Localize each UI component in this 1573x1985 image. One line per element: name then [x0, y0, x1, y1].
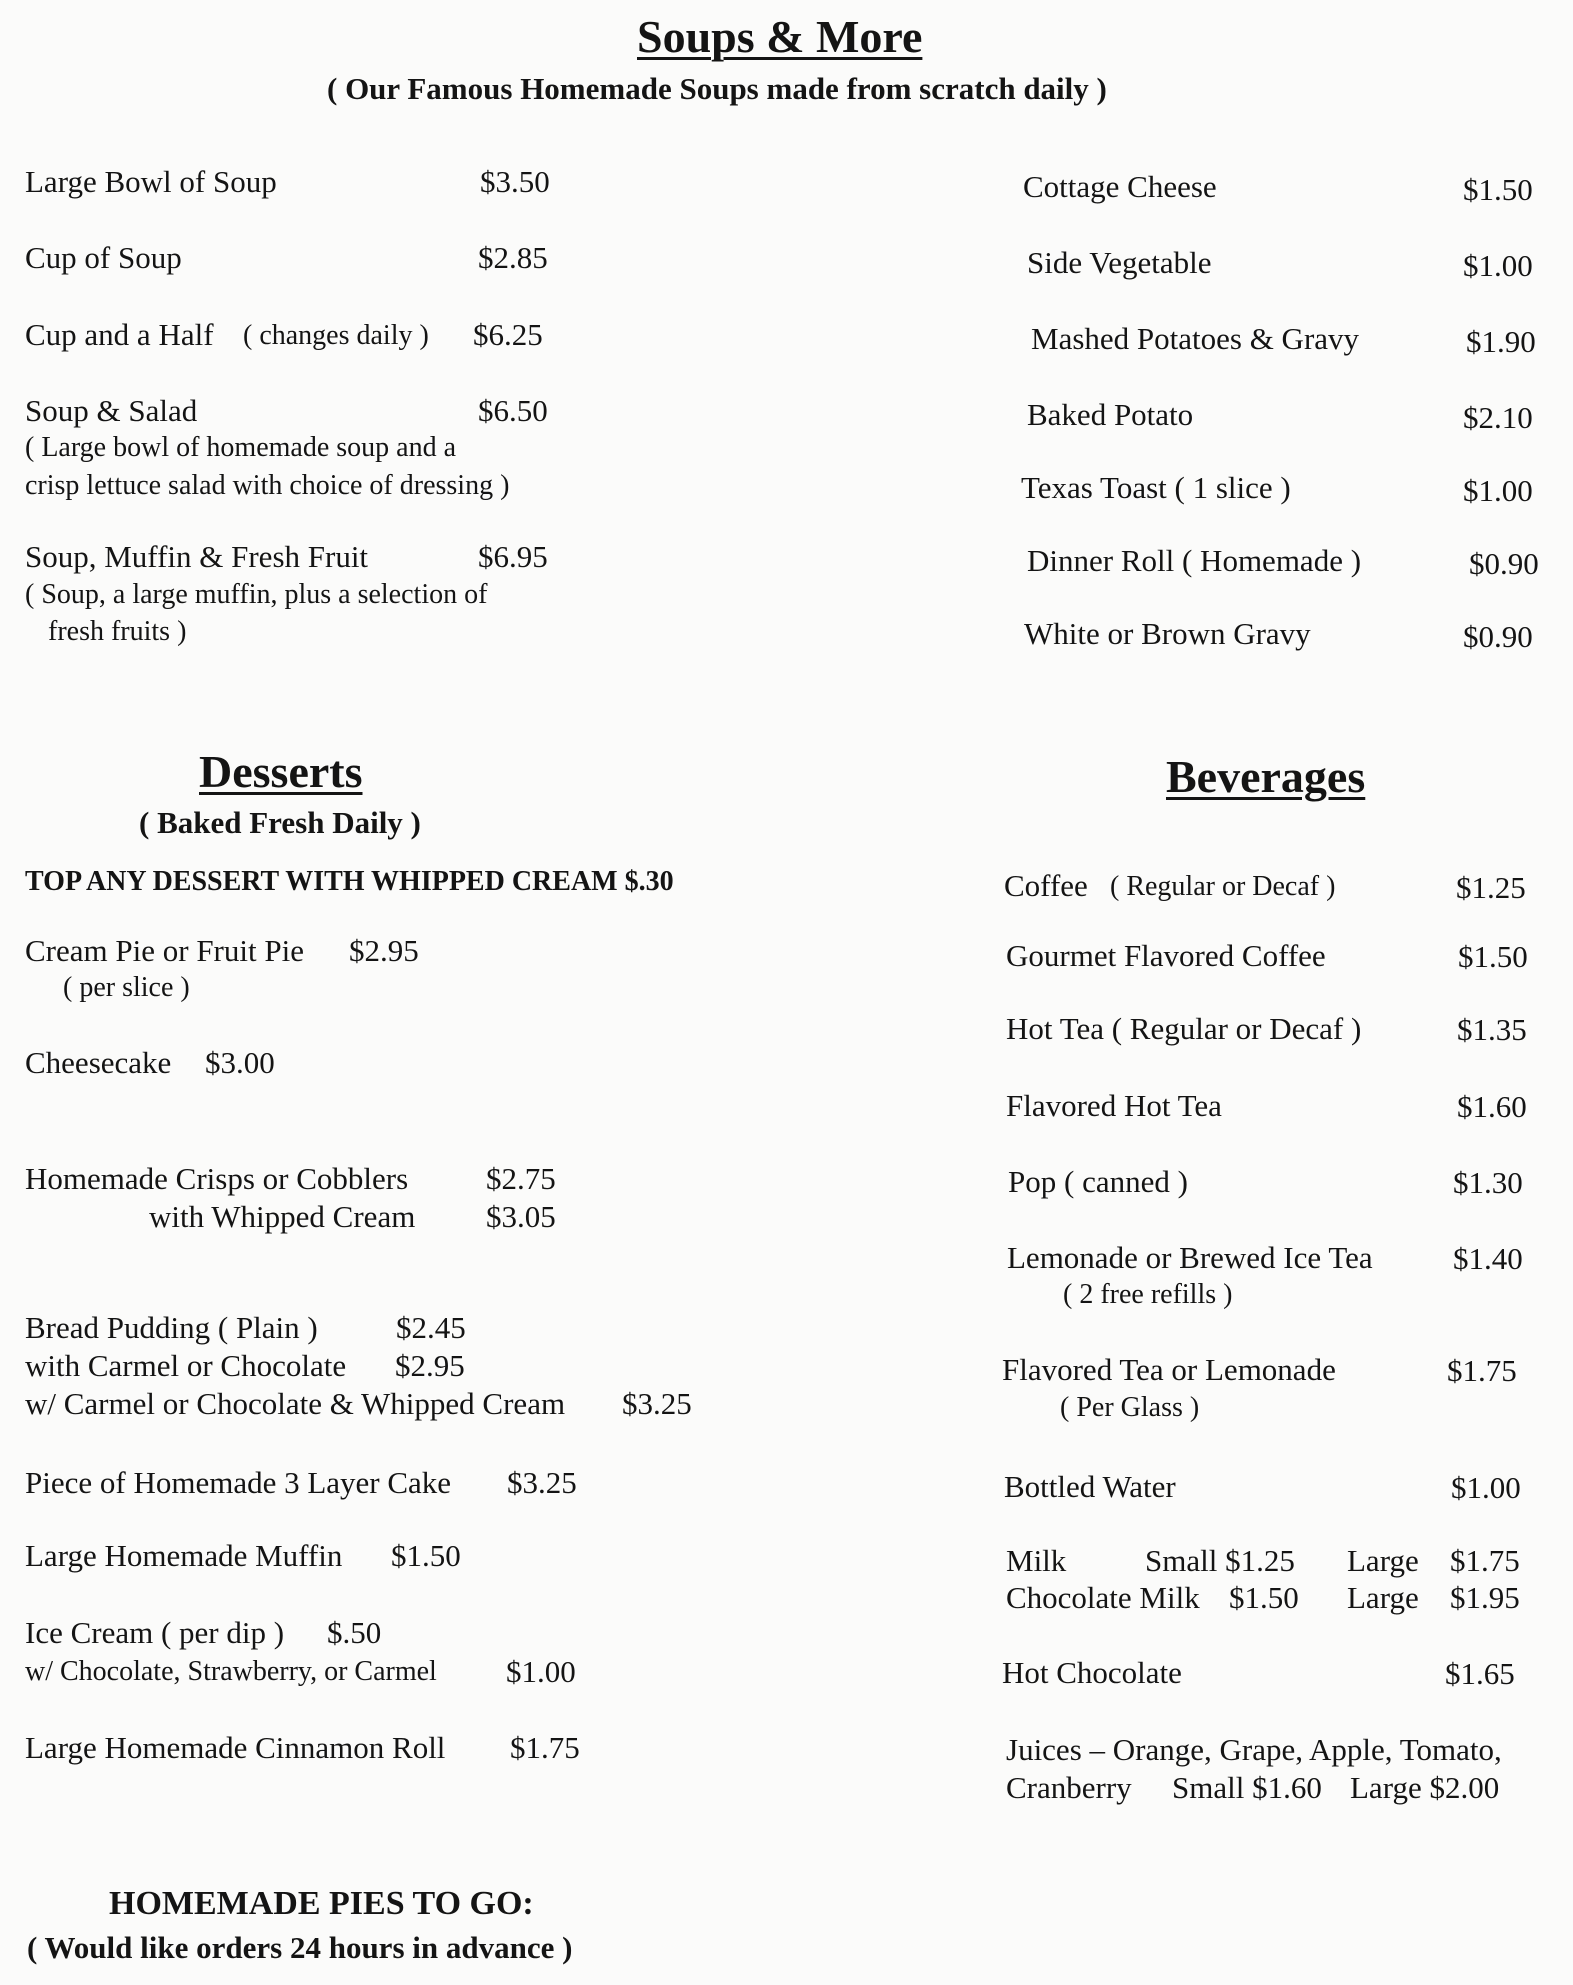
- bread-pudding-whipped-price: $3.25: [622, 1386, 692, 1421]
- hot-chocolate-name: Hot Chocolate: [1002, 1655, 1182, 1690]
- beverages-title: Beverages: [1166, 751, 1366, 802]
- soup-salad-price: $6.50: [478, 393, 548, 428]
- toast-name: Texas Toast ( 1 slice ): [1021, 470, 1291, 505]
- muffin-price: $1.50: [391, 1538, 461, 1573]
- pie-note: ( per slice ): [63, 972, 190, 1003]
- large-bowl-name: Large Bowl of Soup: [25, 164, 277, 199]
- cheesecake-name: Cheesecake: [25, 1045, 172, 1080]
- soup-salad-desc-1: ( Large bowl of homemade soup and a: [25, 432, 457, 463]
- hot-chocolate-price: $1.65: [1445, 1656, 1515, 1691]
- lemonade-name: Lemonade or Brewed Ice Tea: [1007, 1240, 1373, 1275]
- desserts-title: Desserts: [199, 746, 363, 797]
- flavored-lemonade-price: $1.75: [1447, 1353, 1517, 1388]
- bread-pudding-sauce-price: $2.95: [395, 1348, 465, 1383]
- cottage-price: $1.50: [1463, 172, 1533, 207]
- crisps-name: Homemade Crisps or Cobblers: [25, 1161, 409, 1196]
- cheesecake-price: $3.00: [205, 1045, 275, 1080]
- vegetable-price: $1.00: [1463, 248, 1533, 283]
- ice-cream-topping-name: w/ Chocolate, Strawberry, or Carmel: [25, 1656, 437, 1687]
- mashed-price: $1.90: [1466, 324, 1536, 359]
- chocolate-milk-name: Chocolate Milk: [1006, 1580, 1200, 1615]
- coffee-price: $1.25: [1456, 870, 1526, 905]
- bread-pudding-price: $2.45: [396, 1310, 466, 1345]
- crisps-whipped-name: with Whipped Cream: [149, 1199, 416, 1234]
- cup-name: Cup of Soup: [25, 240, 182, 275]
- coffee-note: ( Regular or Decaf ): [1110, 871, 1336, 902]
- bread-pudding-name: Bread Pudding ( Plain ): [25, 1310, 318, 1345]
- pies-to-go-title: HOMEMADE PIES TO GO:: [109, 1885, 534, 1922]
- soup-muffin-price: $6.95: [478, 539, 548, 574]
- whipped-cream-topping: TOP ANY DESSERT WITH WHIPPED CREAM $.30: [25, 866, 674, 897]
- soup-salad-name: Soup & Salad: [25, 393, 198, 428]
- pie-name: Cream Pie or Fruit Pie: [25, 933, 304, 968]
- juices-line: Juices – Orange, Grape, Apple, Tomato,: [1006, 1732, 1502, 1767]
- juices-large: Large $2.00: [1350, 1770, 1500, 1805]
- vegetable-name: Side Vegetable: [1027, 245, 1212, 280]
- gravy-name: White or Brown Gravy: [1024, 616, 1311, 651]
- chocolate-milk-small: $1.50: [1229, 1580, 1299, 1615]
- large-bowl-price: $3.50: [480, 164, 550, 199]
- desserts-subtitle: ( Baked Fresh Daily ): [139, 805, 421, 840]
- roll-price: $0.90: [1469, 546, 1539, 581]
- baked-name: Baked Potato: [1027, 397, 1194, 432]
- flavored-lemonade-name: Flavored Tea or Lemonade: [1002, 1352, 1336, 1387]
- bread-pudding-sauce-name: with Carmel or Chocolate: [25, 1348, 347, 1383]
- milk-name: Milk: [1006, 1543, 1067, 1578]
- water-name: Bottled Water: [1004, 1469, 1176, 1504]
- chocolate-milk-large-label: Large: [1347, 1580, 1419, 1615]
- cake-name: Piece of Homemade 3 Layer Cake: [25, 1465, 452, 1500]
- soup-muffin-desc-2: fresh fruits ): [48, 616, 187, 647]
- cup-half-price: $6.25: [473, 317, 543, 352]
- juices-cranberry: Cranberry: [1006, 1770, 1132, 1805]
- cake-price: $3.25: [507, 1465, 577, 1500]
- ice-cream-name: Ice Cream ( per dip ): [25, 1615, 285, 1650]
- soup-muffin-desc-1: ( Soup, a large muffin, plus a selection of: [25, 579, 488, 610]
- chocolate-milk-large-price: $1.95: [1450, 1580, 1520, 1615]
- cinnamon-name: Large Homemade Cinnamon Roll: [25, 1730, 446, 1765]
- lemonade-note: ( 2 free refills ): [1063, 1279, 1233, 1310]
- bread-pudding-whipped-name: w/ Carmel or Chocolate & Whipped Cream: [25, 1386, 566, 1421]
- milk-small: Small $1.25: [1145, 1543, 1295, 1578]
- crisps-price: $2.75: [486, 1161, 556, 1196]
- pop-price: $1.30: [1453, 1165, 1523, 1200]
- cottage-name: Cottage Cheese: [1023, 169, 1217, 204]
- coffee-name: Coffee: [1004, 868, 1088, 903]
- crisps-whipped-price: $3.05: [486, 1199, 556, 1234]
- soups-subtitle: ( Our Famous Homemade Soups made from scratch daily ): [327, 71, 1107, 106]
- gourmet-price: $1.50: [1458, 939, 1528, 974]
- pop-name: Pop ( canned ): [1008, 1164, 1188, 1199]
- flavored-tea-name: Flavored Hot Tea: [1006, 1088, 1222, 1123]
- gourmet-name: Gourmet Flavored Coffee: [1006, 938, 1326, 973]
- cup-half-note: ( changes daily ): [243, 320, 429, 351]
- ice-cream-topping-price: $1.00: [506, 1654, 576, 1689]
- flavored-tea-price: $1.60: [1457, 1089, 1527, 1124]
- flavored-lemonade-note: ( Per Glass ): [1060, 1392, 1200, 1423]
- pie-price: $2.95: [349, 933, 419, 968]
- mashed-name: Mashed Potatoes & Gravy: [1031, 321, 1360, 356]
- lemonade-price: $1.40: [1453, 1241, 1523, 1276]
- ice-cream-price: $.50: [327, 1615, 382, 1650]
- pies-to-go-subtitle: ( Would like orders 24 hours in advance ): [27, 1930, 573, 1965]
- hot-tea-price: $1.35: [1457, 1012, 1527, 1047]
- soup-salad-desc-2: crisp lettuce salad with choice of dressing ): [25, 470, 510, 501]
- cup-price: $2.85: [478, 240, 548, 275]
- muffin-name: Large Homemade Muffin: [25, 1538, 343, 1573]
- juices-small: Small $1.60: [1172, 1770, 1322, 1805]
- baked-price: $2.10: [1463, 400, 1533, 435]
- milk-large-price: $1.75: [1450, 1543, 1520, 1578]
- soup-muffin-name: Soup, Muffin & Fresh Fruit: [25, 539, 369, 574]
- milk-large-label: Large: [1347, 1543, 1419, 1578]
- gravy-price: $0.90: [1463, 619, 1533, 654]
- cinnamon-price: $1.75: [510, 1730, 580, 1765]
- soups-title: Soups & More: [637, 11, 923, 62]
- water-price: $1.00: [1451, 1470, 1521, 1505]
- toast-price: $1.00: [1463, 473, 1533, 508]
- cup-half-name: Cup and a Half: [25, 317, 214, 352]
- roll-name: Dinner Roll ( Homemade ): [1027, 543, 1362, 578]
- hot-tea-name: Hot Tea ( Regular or Decaf ): [1006, 1011, 1362, 1046]
